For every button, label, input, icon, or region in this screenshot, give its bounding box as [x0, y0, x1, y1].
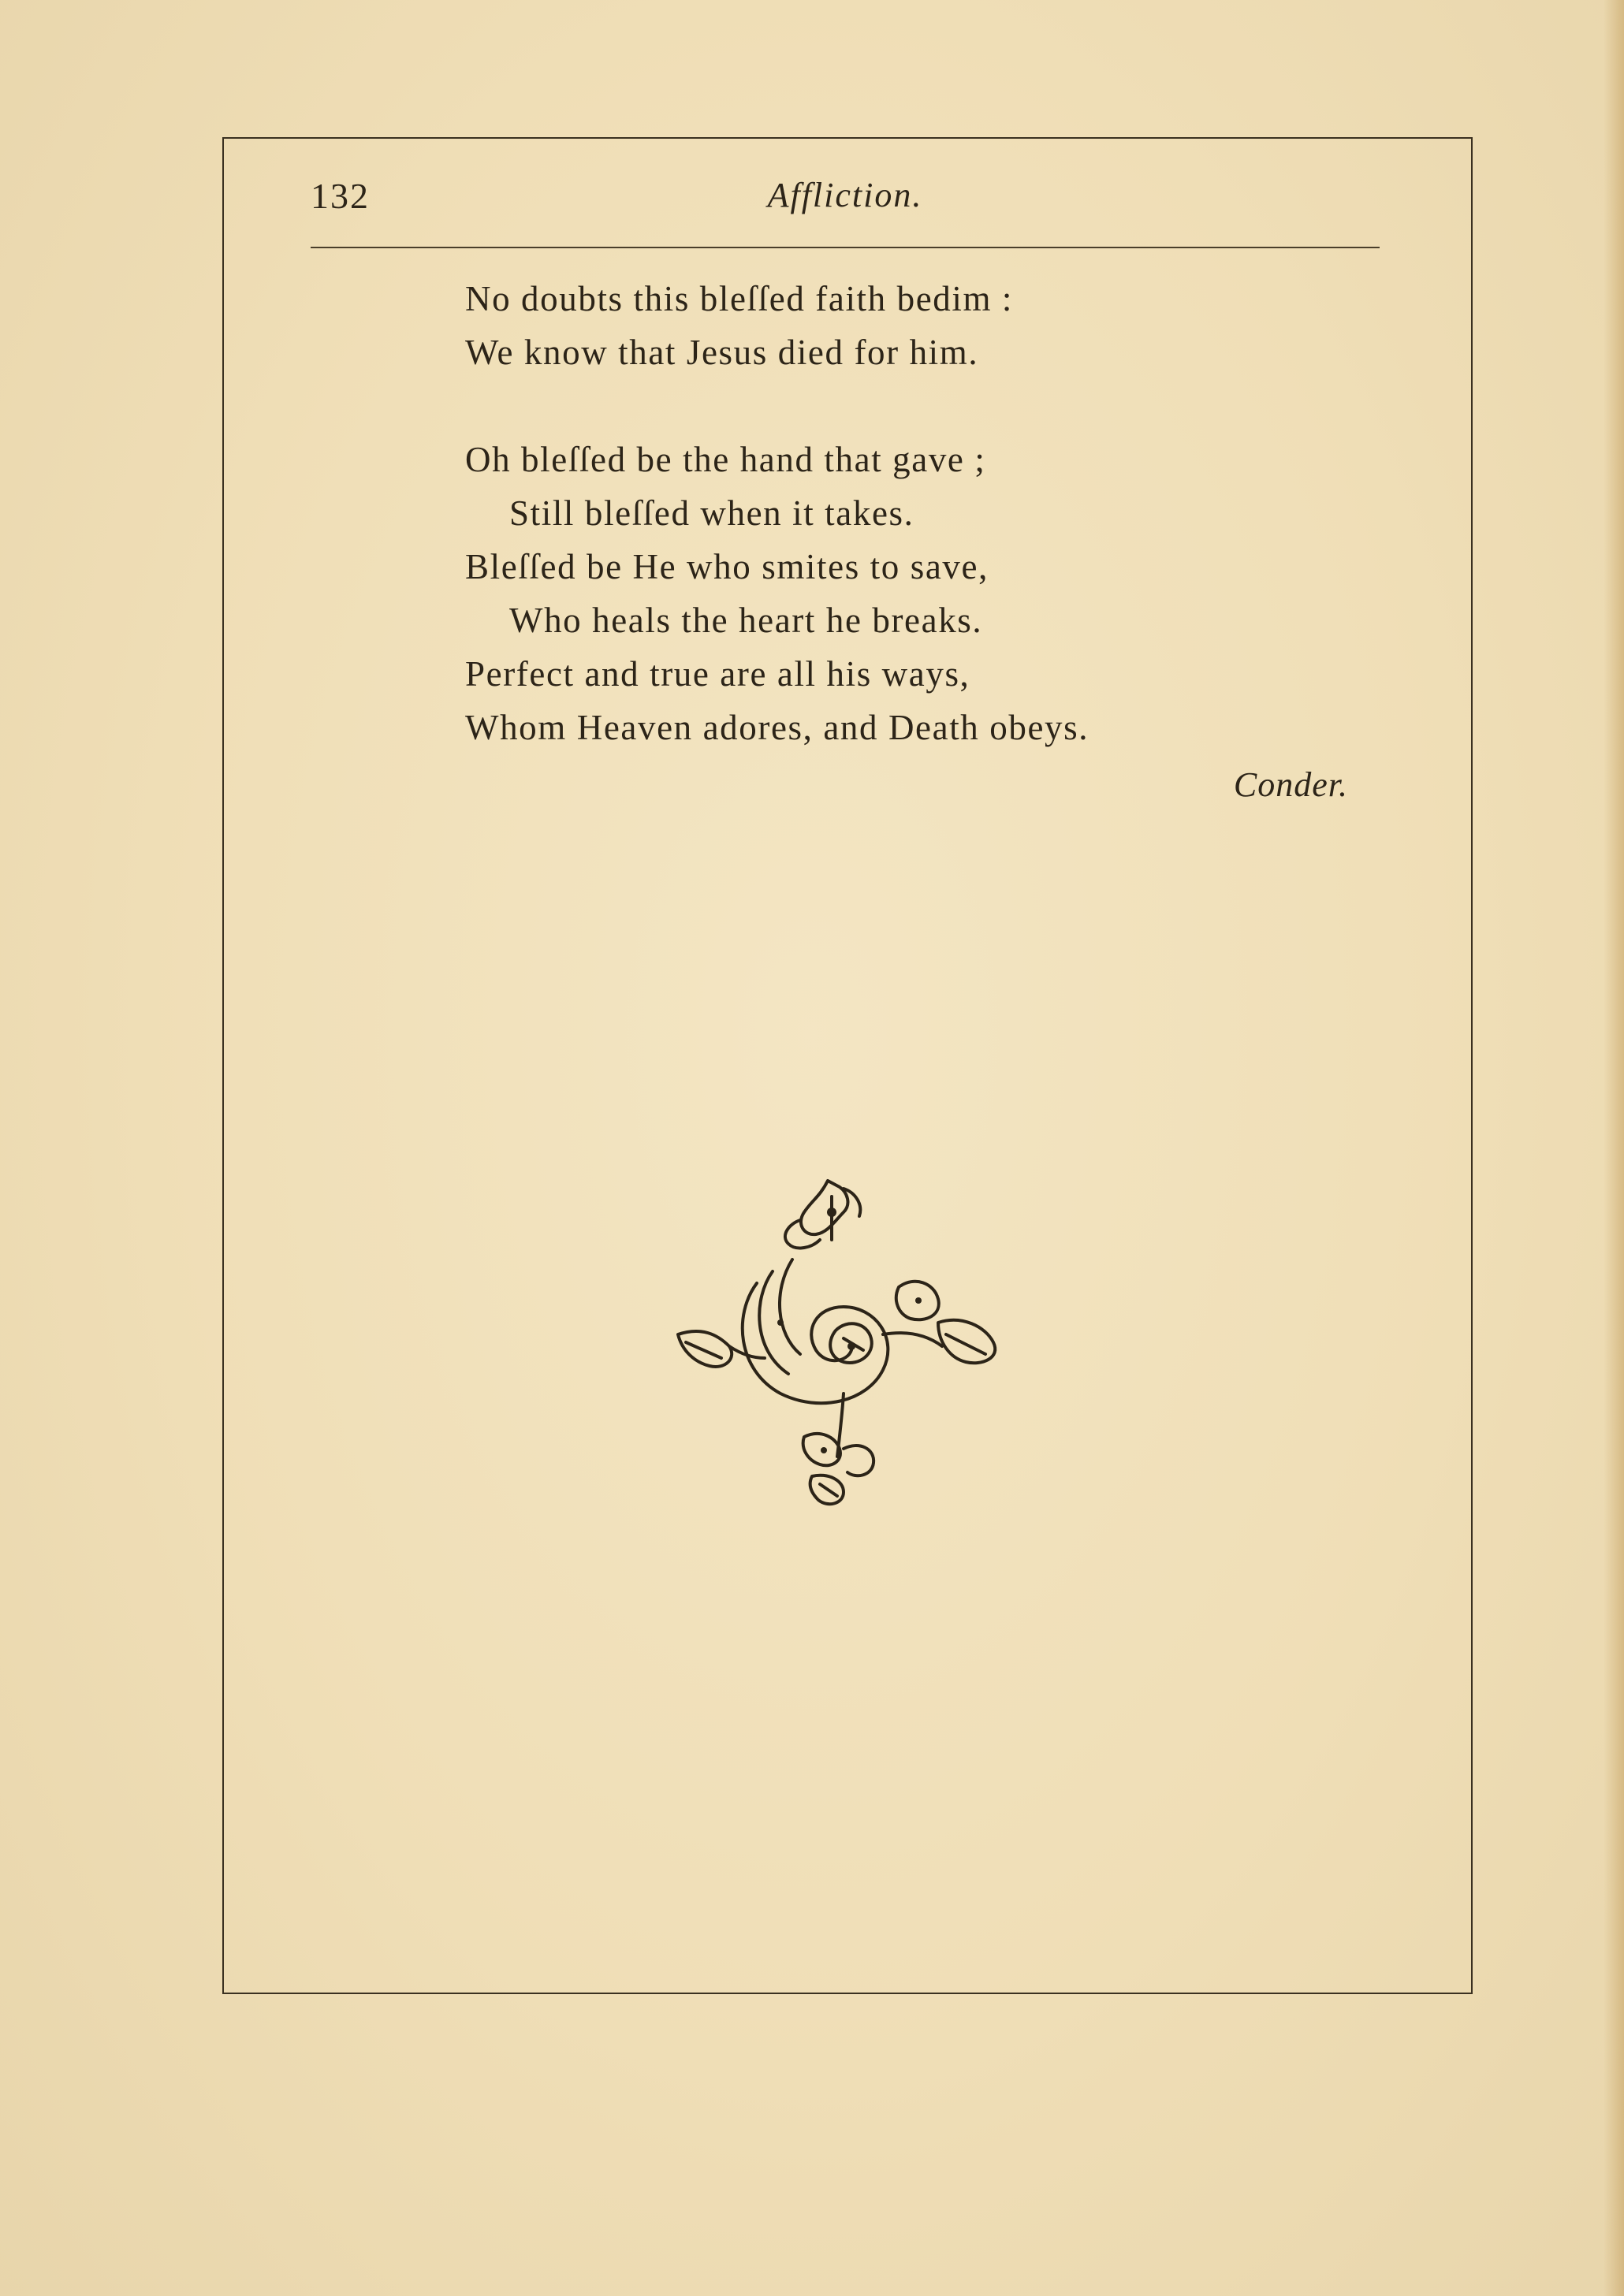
- poem-body: [465, 272, 1380, 754]
- header-rule: [311, 247, 1380, 248]
- poem-line: Oh bleſſed be the hand that gave ;: [465, 440, 986, 479]
- poem-line: Perfect and true are all his ways,: [465, 654, 970, 694]
- page-number: 132: [311, 176, 370, 216]
- floral-vignette-icon: [662, 1165, 1025, 1520]
- stanza-gap: [465, 379, 1380, 433]
- poem-line: No doubts this bleſſed faith bedim :: [465, 279, 1014, 318]
- poem-line: Whom Heaven adores, and Death obeys.: [465, 708, 1089, 747]
- poem-line: We know that Jesus died for him.: [465, 333, 979, 372]
- running-head: Affliction.: [767, 176, 923, 214]
- poem-line: Who heals the heart he breaks.: [509, 601, 983, 640]
- poem-line: Still bleſſed when it takes.: [509, 493, 914, 533]
- page-header: [311, 167, 1380, 222]
- page-edge-shadow: [1604, 0, 1624, 2296]
- poem-line: Bleſſed be He who smites to save,: [465, 547, 989, 586]
- author-attribution: Conder.: [1233, 765, 1348, 804]
